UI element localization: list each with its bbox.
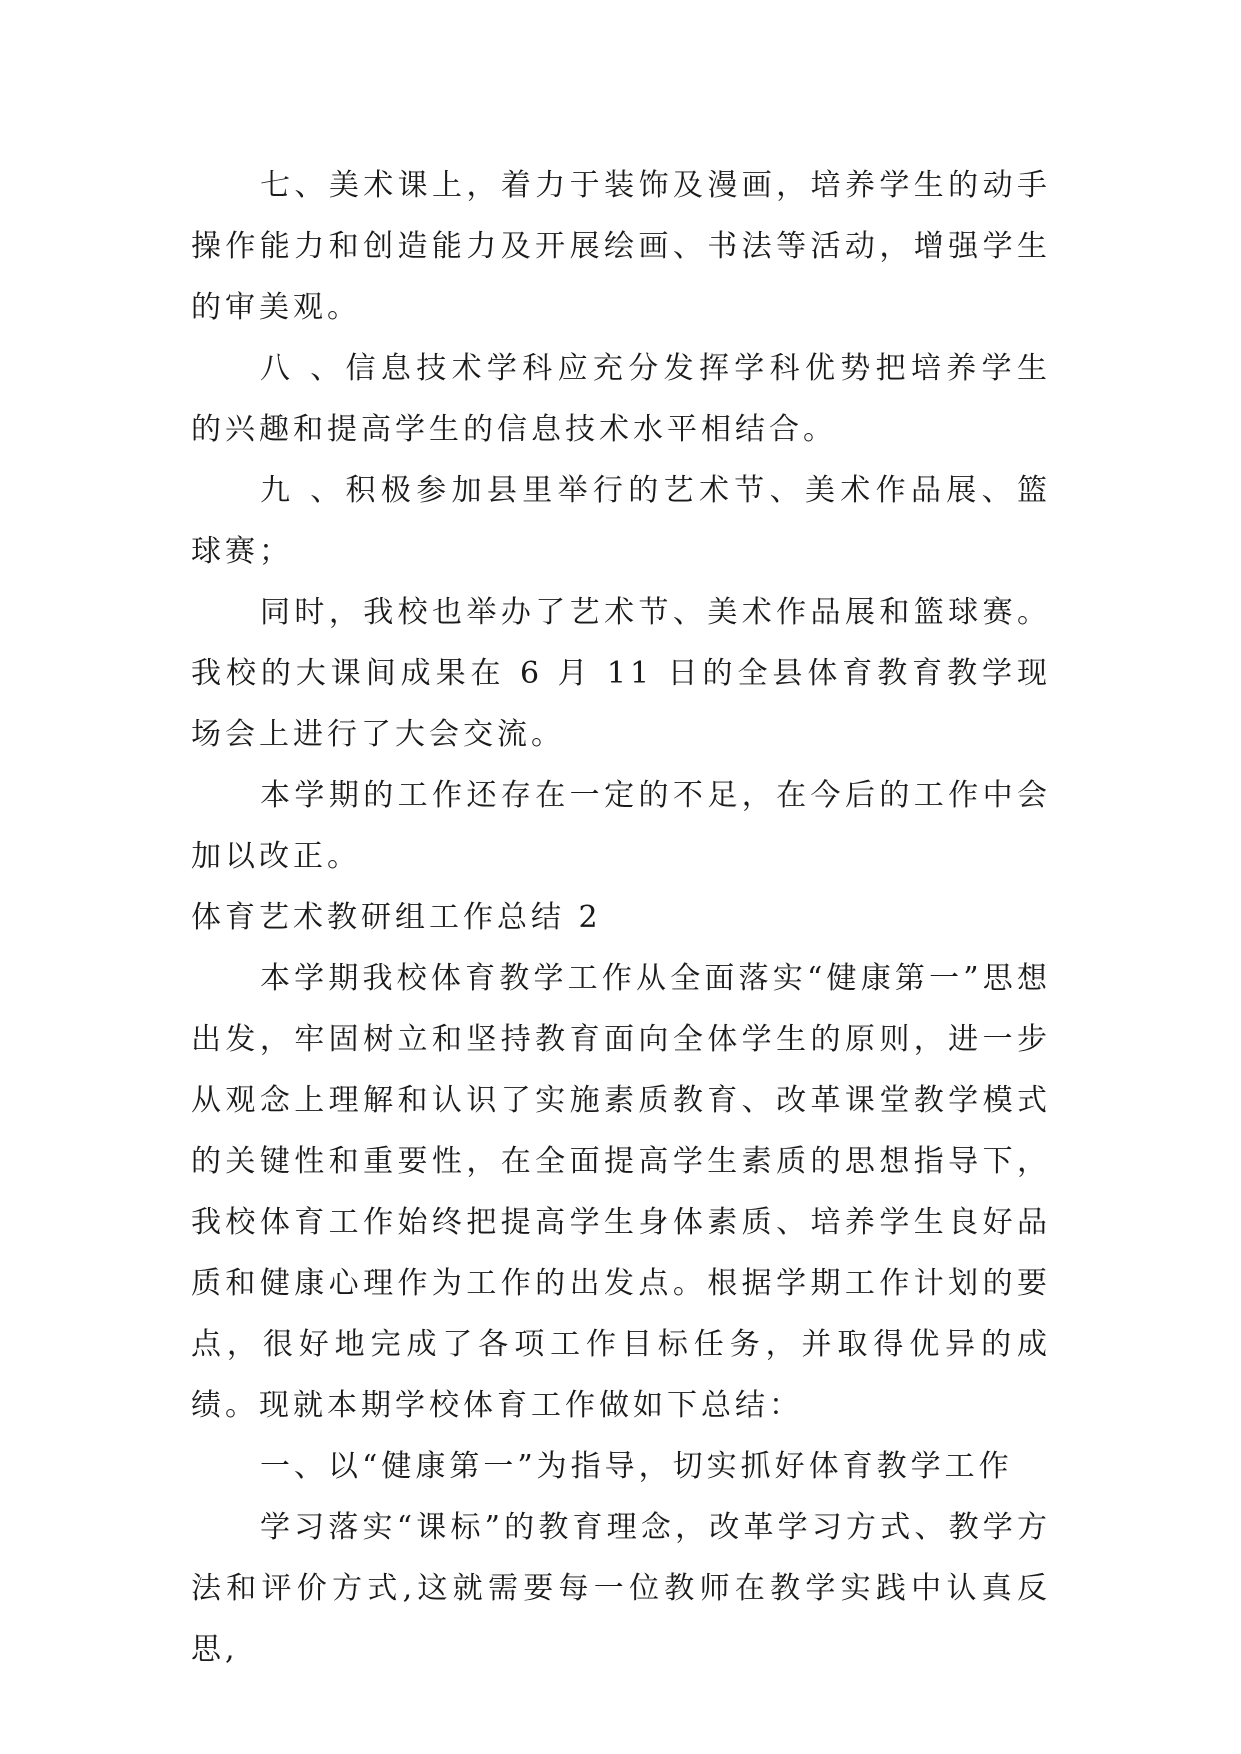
paragraph-county-events: 九 、积极参加县里举行的艺术节、美术作品展、篮球赛； bbox=[191, 473, 1051, 569]
paragraph-point-one: 一、以“健康第一”为指导，切实抓好体育教学工作 bbox=[260, 1449, 1013, 1484]
paragraph-shortcomings: 本学期的工作还存在一定的不足，在今后的工作中会加以改正。 bbox=[191, 778, 1051, 874]
paragraph-semester-summary: 本学期我校体育教学工作从全面落实“健康第一”思想出发，牢固树立和坚持教育面向全体学生的原则，进一步从观念上理解和认识了实施素质教育、改革课堂教学模式的关键性和重要性，在全面提高学生素质的思想指导下，我校体育工作始终把提高学生身体素质、培养学生良好品质和健康心理作为工作的出发点。根据学期工作计划的要点，很好地完成了各项工作目标任务，并取得优异的成绩。现就本期学校体育工作做如下总结： bbox=[191, 961, 1051, 1423]
paragraph-it-subject: 八 、信息技术学科应充分发挥学科优势把培养学生的兴趣和提高学生的信息技术水平相结合。 bbox=[191, 351, 1051, 447]
paragraph-art-class: 七、美术课上，着力于装饰及漫画，培养学生的动手操作能力和创造能力及开展绘画、书法等活动，增强学生的审美观。 bbox=[191, 168, 1051, 325]
paragraph-school-events: 同时，我校也举办了艺术节、美术作品展和篮球赛。我校的大课间成果在 6 月 11 日的全县体育教育教学现场会上进行了大会交流。 bbox=[191, 595, 1051, 752]
paragraph-curriculum: 学习落实“课标”的教育理念，改革学习方式、教学方法和评价方式,这就需要每一位教师在教学实践中认真反思, bbox=[191, 1510, 1051, 1667]
section-heading: 体育艺术教研组工作总结 2 bbox=[191, 900, 602, 935]
document-body bbox=[191, 155, 1051, 1680]
